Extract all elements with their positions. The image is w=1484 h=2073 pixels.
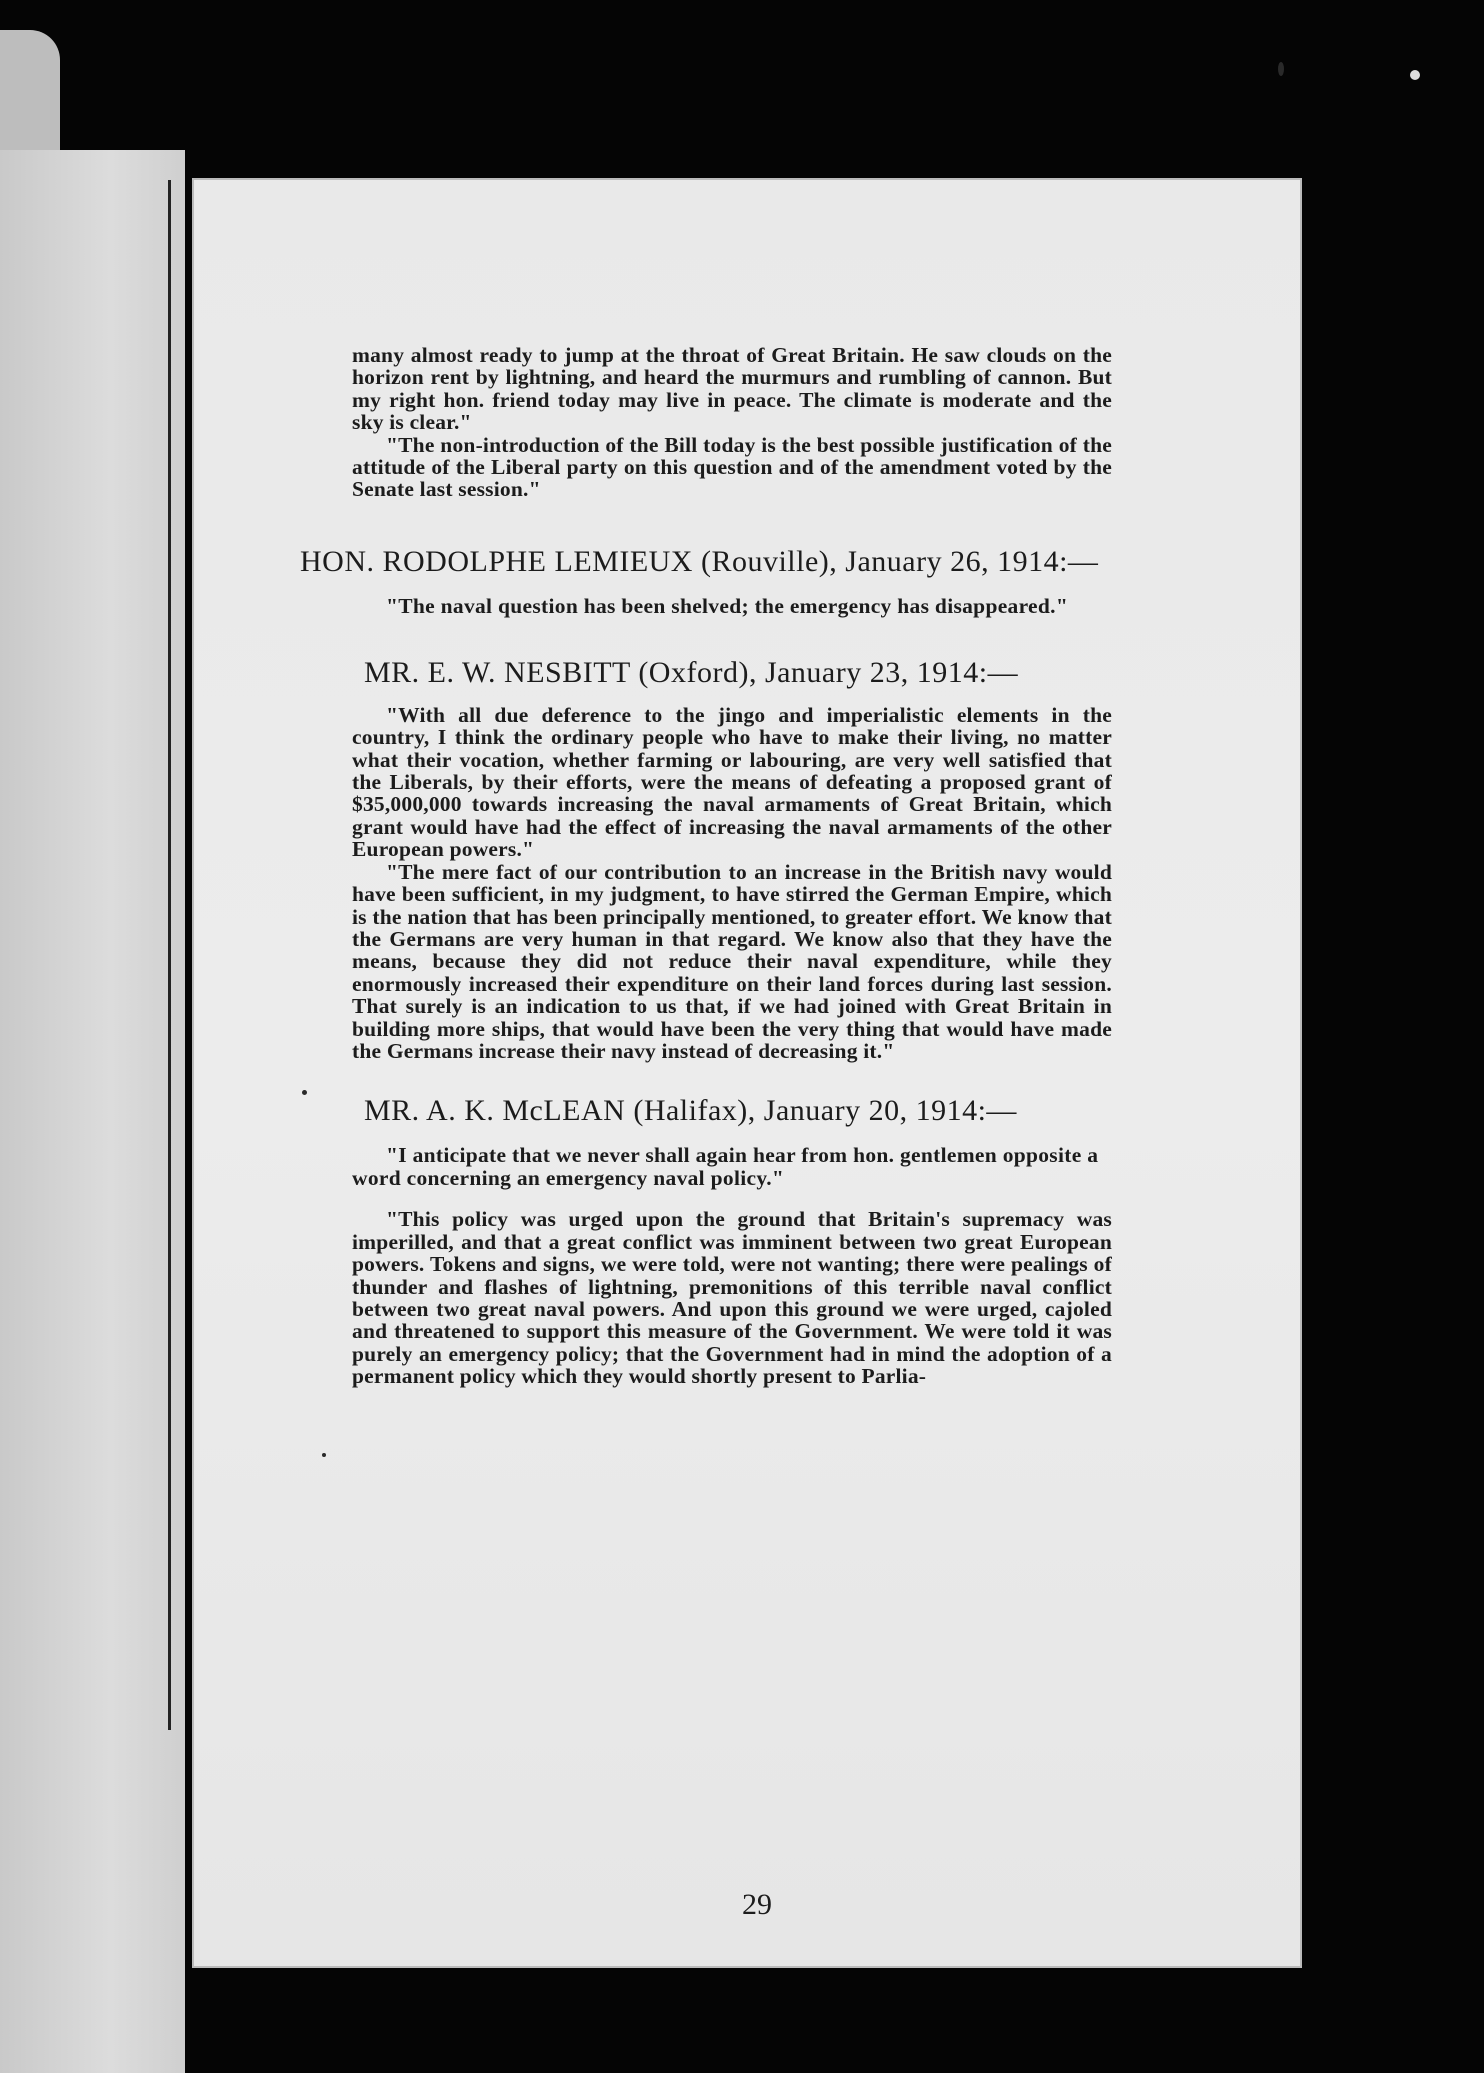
scan-speck [1278,62,1284,76]
adjacent-page-edge [0,150,185,2073]
quote-mclean: "I anticipate that we never shall again hear from hon. gentlemen opposite a word concerning an emergency naval policy." [352,1143,1099,1191]
section-heading-mclean: MR. A. K. McLEAN (Halifax), January 20, 1914:— [364,1094,1017,1128]
scan-speck [302,1090,307,1095]
paragraph-continuation: many almost ready to jump at the throat of Great Britain. He saw clouds on the horizon rent by lightning, and heard the murmurs and rumbling of cannon. But my right hon. friend today may live in peace. The climate is moderate and the sky is clear." [352,343,1112,435]
page-text-content [300,343,1112,1389]
section-heading-nesbitt: MR. E. W. NESBITT (Oxford), January 23, 1914:— [364,655,1019,689]
paragraph-nesbitt-2: "The mere fact of our contribution to an increase in the British navy would have been sufficient, in my judgment, to have stirred the German Empire, which is the nation that has been principally mentioned, to greater effort. We know that the Germans are very human in that regard. We know also that they have the means, because they did not reduce their naval expenditure, while they enormously increased their expenditure on their land forces during last session. That surely is an indication to us that, if we had joined with Great Britain in building more ships, that would have been the very thing that would have made the Germans increase their navy instead of decreasing it." [352,859,1112,1063]
paragraph-nesbitt-1: "With all due deference to the jingo and imperialistic elements in the country, I think the ordinary people who have to make their living, no matter what their vocation, whether farming or labouring, are very well satisfied that the Liberals, by their efforts, were the means of defeating a proposed grant of $35,000,000 towards increasing the naval armaments of Great Britain, which grant would have had the effect of increasing the naval armaments of the other European powers." [352,702,1112,862]
adjacent-page-corner [0,30,60,155]
quote-lemieux: "The naval question has been shelved; the emergency has disappeared." [386,593,1069,618]
binding-shadow [168,180,171,1730]
section-heading-lemieux: HON. RODOLPHE LEMIEUX (Rouville), January 26, 1914:— [300,544,1099,578]
paragraph-liberal-justification: "The non-introduction of the Bill today is the best possible justification of the attitude of the Liberal party on this question and of the amendment voted by the Senate last session." [352,432,1112,502]
page-number: 29 [742,1888,772,1921]
paragraph-mclean-1: "This policy was urged upon the ground that Britain's supremacy was imperilled, and that a great conflict was imminent between two great European powers. Tokens and signs, we were told, were not wanting; there were pealings of thunder and flashes of lightning, premonitions of this terrible naval conflict between two great naval powers. And upon this ground we were urged, cajoled and threatened to support this measure of the Government. We were told it was purely an emergency policy; that the Government had in mind the adoption of a permanent policy which they would shortly present to Parlia- [352,1207,1112,1389]
scan-speck [1410,70,1420,80]
scan-speck [322,1453,326,1457]
